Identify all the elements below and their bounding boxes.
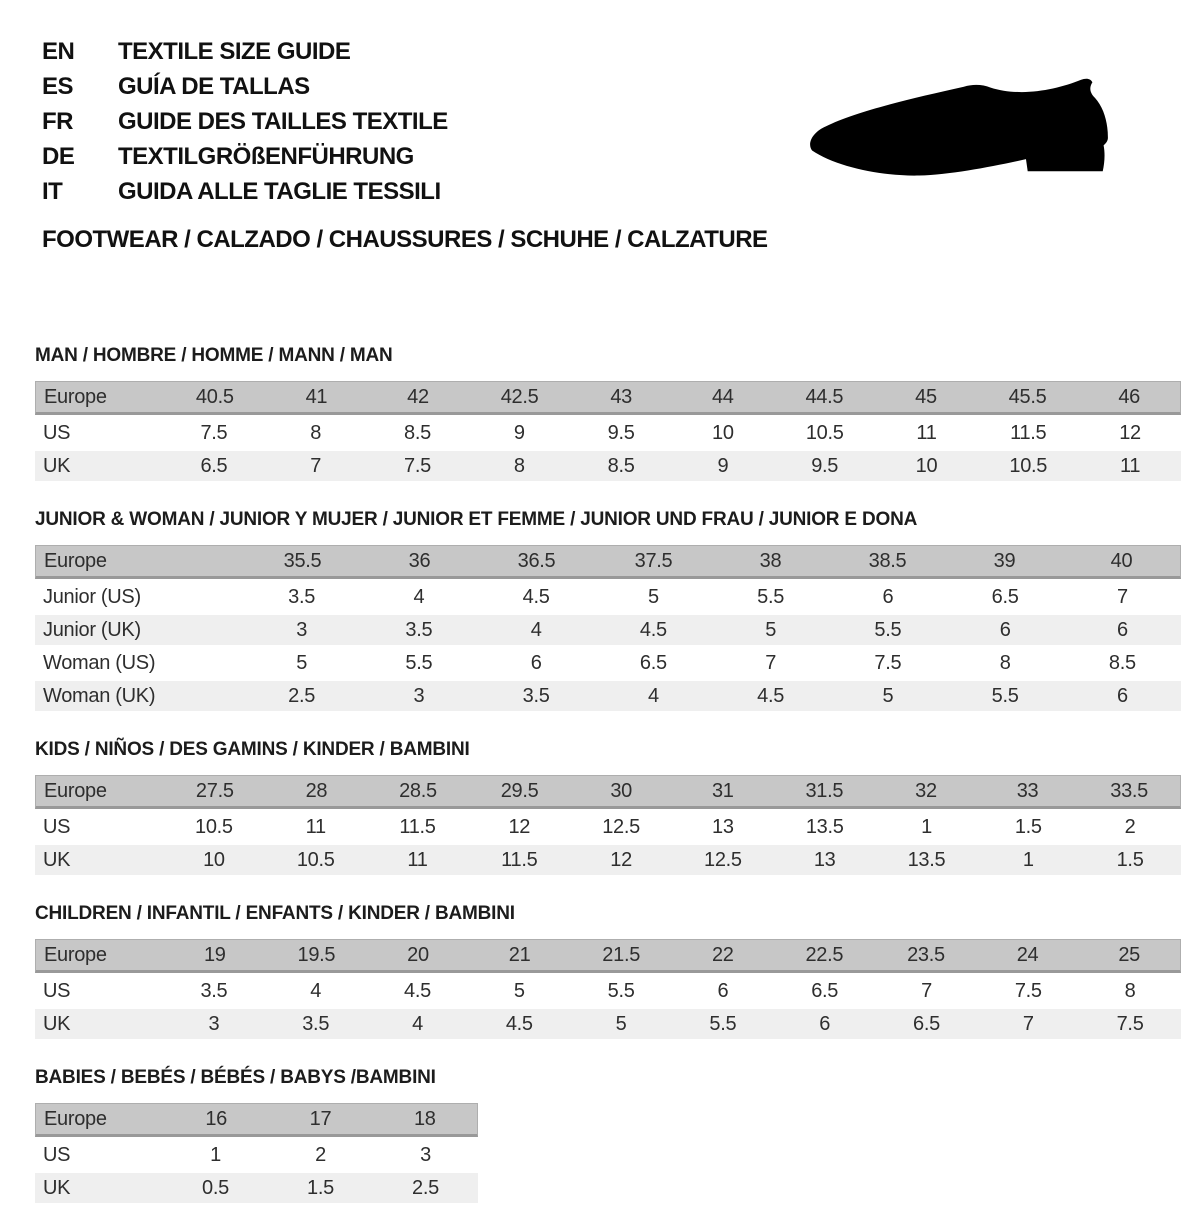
size-value-cell: 6 (819, 1012, 831, 1035)
size-value-cell: 5 (647, 585, 659, 608)
table-header-row (35, 775, 1181, 809)
size-value-cell: 27.5 (195, 779, 234, 802)
size-value-cell: 3 (296, 618, 308, 641)
size-value-cell: 23.5 (907, 943, 945, 966)
table-row (35, 812, 1181, 842)
size-value-cell: 5.5 (607, 979, 635, 1002)
size-value-cell: 1 (1022, 848, 1034, 871)
size-value-cell: 30 (610, 779, 632, 802)
row-label: US (43, 421, 71, 444)
size-value-cell: 7.5 (874, 651, 902, 674)
lang-label-it: GUIDA ALLE TAGLIE TESSILI (118, 178, 441, 205)
size-value-cell: 3.5 (288, 585, 316, 608)
lang-code-en: EN (42, 38, 75, 65)
table-row (35, 845, 1181, 875)
size-value-cell: 4 (412, 1012, 423, 1035)
size-value-cell: 7 (1116, 585, 1128, 608)
size-value-cell: 9 (717, 454, 729, 477)
size-value-cell: 5 (882, 684, 894, 707)
table-row (35, 1140, 478, 1170)
table-row (35, 451, 1181, 481)
size-value-cell: 8.5 (607, 454, 635, 477)
table-row (35, 1009, 1181, 1039)
size-value-cell: 12.5 (602, 815, 640, 838)
size-value-cell: 6.5 (200, 454, 228, 477)
size-value-cell: 6 (999, 618, 1011, 641)
size-value-cell: 37.5 (634, 549, 673, 572)
table-row (35, 976, 1181, 1006)
size-value-cell: 19.5 (297, 943, 336, 966)
size-value-cell: 2 (1124, 815, 1136, 838)
size-table (35, 1067, 478, 1203)
size-value-cell: 12 (1119, 421, 1141, 444)
size-value-cell: 4 (310, 979, 322, 1002)
lang-row-en (42, 34, 448, 69)
size-value-cell: 17 (309, 1107, 332, 1130)
size-value-cell: 11 (916, 421, 937, 444)
size-tables (35, 345, 1181, 1231)
row-label: UK (43, 1012, 71, 1035)
size-value-cell: 8 (310, 421, 322, 444)
size-value-cell: 10 (203, 848, 225, 871)
size-value-cell: 10.5 (195, 815, 233, 838)
size-value-cell: 3 (413, 684, 425, 707)
size-value-cell: 4 (413, 585, 425, 608)
size-value-cell: 3.5 (522, 684, 550, 707)
size-value-cell: 9 (513, 421, 525, 444)
size-value-cell: 5 (615, 1012, 627, 1035)
table-row (35, 418, 1181, 448)
size-value-cell: 24 (1016, 943, 1039, 966)
size-value-cell: 6 (882, 585, 894, 608)
category-heading: FOOTWEAR / CALZADO / CHAUSSURES / SCHUHE / CALZATURE (42, 226, 768, 253)
table-header-row (35, 381, 1181, 415)
lang-row-es (42, 69, 448, 104)
size-value-cell: 42.5 (500, 385, 539, 408)
size-value-cell: 39 (993, 549, 1016, 572)
table-row (35, 1173, 478, 1203)
language-header (42, 34, 448, 209)
size-value-cell: 8 (513, 454, 525, 477)
lang-label-fr: GUIDE DES TAILLES TEXTILE (118, 108, 448, 135)
size-value-cell: 5.5 (757, 585, 785, 608)
lang-label-en: TEXTILE SIZE GUIDE (118, 38, 351, 65)
size-value-cell: 33 (1016, 779, 1039, 802)
lang-code-fr: FR (42, 108, 73, 135)
size-value-cell: 10 (712, 421, 734, 444)
table-row (35, 582, 1181, 612)
size-value-cell: 7.5 (200, 421, 228, 444)
size-value-cell: 31.5 (805, 779, 844, 802)
size-value-cell: 1 (921, 815, 932, 838)
size-value-cell: 11.5 (399, 815, 436, 838)
size-value-cell: 8.5 (404, 421, 431, 444)
size-value-cell: 7 (765, 651, 777, 674)
size-value-cell: 6.5 (991, 585, 1019, 608)
size-value-cell: 12 (508, 815, 531, 838)
table-title: KIDS / NIÑOS / DES GAMINS / KINDER / BAMBINI (35, 739, 470, 760)
lang-row-fr (42, 104, 448, 139)
lang-code-de: DE (42, 143, 75, 170)
size-value-cell: 1 (210, 1143, 221, 1166)
row-label: UK (43, 1176, 71, 1199)
size-value-cell: 4.5 (757, 684, 785, 707)
table-header-row (35, 545, 1181, 579)
row-label: US (43, 1143, 71, 1166)
size-value-cell: 11 (1119, 454, 1141, 477)
size-value-cell: 4 (647, 684, 659, 707)
size-value-cell: 44 (711, 385, 734, 408)
size-value-cell: 13 (712, 815, 734, 838)
lang-row-de (42, 139, 448, 174)
row-label: Europe (44, 1107, 107, 1130)
size-value-cell: 9.5 (607, 421, 635, 444)
size-value-cell: 36.5 (517, 549, 556, 572)
size-value-cell: 4.5 (639, 618, 667, 641)
size-value-cell: 7.5 (1014, 979, 1042, 1002)
size-value-cell: 5.5 (991, 684, 1019, 707)
size-value-cell: 8 (1124, 979, 1136, 1002)
size-value-cell: 13 (813, 848, 836, 871)
size-value-cell: 16 (205, 1107, 227, 1130)
size-value-cell: 3 (420, 1143, 431, 1166)
size-value-cell: 5 (296, 651, 308, 674)
size-value-cell: 4 (530, 618, 542, 641)
size-value-cell: 29.5 (500, 779, 539, 802)
size-value-cell: 1.5 (307, 1176, 334, 1199)
size-value-cell: 31 (711, 779, 734, 802)
size-table (35, 903, 1181, 1039)
size-value-cell: 36 (408, 549, 431, 572)
table-row (35, 681, 1181, 711)
lang-label-es: GUÍA DE TALLAS (118, 73, 310, 100)
table-row (35, 615, 1181, 645)
size-value-cell: 45.5 (1008, 385, 1047, 408)
size-value-cell: 38.5 (868, 549, 907, 572)
size-value-cell: 45 (915, 385, 937, 408)
row-label: US (43, 979, 71, 1002)
table-title: BABIES / BEBÉS / BÉBÉS / BABYS /BAMBINI (35, 1067, 436, 1088)
size-table (35, 345, 1181, 481)
table-header-row (35, 1103, 478, 1137)
size-value-cell: 3.5 (405, 618, 433, 641)
row-label: Europe (44, 943, 107, 966)
size-value-cell: 5 (513, 979, 525, 1002)
lang-code-es: ES (42, 73, 74, 100)
size-value-cell: 40.5 (195, 385, 234, 408)
table-header-row (35, 939, 1181, 973)
size-value-cell: 10.5 (805, 421, 844, 444)
size-value-cell: 11 (305, 815, 326, 838)
size-value-cell: 38 (759, 549, 782, 572)
dress-shoe-icon (800, 60, 1145, 210)
size-value-cell: 3.5 (302, 1012, 330, 1035)
size-value-cell: 8 (999, 651, 1011, 674)
size-value-cell: 10.5 (1009, 454, 1048, 477)
size-value-cell: 5 (765, 618, 777, 641)
size-value-cell: 19 (203, 943, 226, 966)
lang-label-de: TEXTILGRÖßENFÜHRUNG (118, 143, 414, 170)
size-value-cell: 3 (208, 1012, 220, 1035)
size-value-cell: 6.5 (811, 979, 839, 1002)
row-label: Europe (44, 385, 107, 408)
size-table (35, 739, 1181, 875)
size-value-cell: 2 (315, 1143, 326, 1166)
table-title: MAN / HOMBRE / HOMME / MANN / MAN (35, 345, 393, 366)
size-value-cell: 2.5 (412, 1176, 439, 1199)
table-title: JUNIOR & WOMAN / JUNIOR Y MUJER / JUNIOR ET FEMME / JUNIOR UND FRAU / JUNIOR E DONA (35, 509, 918, 530)
row-label: Europe (44, 779, 107, 802)
size-value-cell: 7 (310, 454, 322, 477)
size-value-cell: 13.5 (907, 848, 946, 871)
size-value-cell: 20 (407, 943, 429, 966)
size-value-cell: 44.5 (805, 385, 844, 408)
size-value-cell: 11.5 (501, 848, 538, 871)
row-label: Junior (US) (43, 585, 141, 608)
size-value-cell: 5.5 (874, 618, 902, 641)
row-label: US (43, 815, 71, 838)
row-label: Europe (44, 549, 107, 572)
size-value-cell: 4.5 (505, 1012, 533, 1035)
size-value-cell: 41 (305, 385, 328, 408)
size-value-cell: 10.5 (296, 848, 335, 871)
table-title: CHILDREN / INFANTIL / ENFANTS / KINDER / BAMBINI (35, 903, 515, 924)
lang-code-it: IT (42, 178, 63, 205)
size-value-cell: 13.5 (805, 815, 844, 838)
size-value-cell: 22 (711, 943, 734, 966)
row-label: Woman (US) (43, 651, 156, 674)
size-value-cell: 35.5 (283, 549, 322, 572)
size-value-cell: 11.5 (1010, 421, 1047, 444)
size-value-cell: 4.5 (522, 585, 550, 608)
size-value-cell: 42 (407, 385, 429, 408)
size-value-cell: 22.5 (805, 943, 844, 966)
size-value-cell: 5.5 (709, 1012, 737, 1035)
size-value-cell: 7.5 (404, 454, 431, 477)
size-value-cell: 2.5 (288, 684, 316, 707)
size-value-cell: 7.5 (1116, 1012, 1144, 1035)
size-value-cell: 5.5 (405, 651, 433, 674)
row-label: Woman (UK) (43, 684, 156, 707)
row-label: Junior (UK) (43, 618, 141, 641)
size-value-cell: 9.5 (811, 454, 839, 477)
size-value-cell: 10 (915, 454, 938, 477)
size-value-cell: 1.5 (1014, 815, 1042, 838)
size-value-cell: 21 (508, 943, 531, 966)
size-value-cell: 40 (1110, 549, 1133, 572)
size-value-cell: 6.5 (913, 1012, 940, 1035)
size-value-cell: 25 (1118, 943, 1140, 966)
size-value-cell: 6 (717, 979, 729, 1002)
size-value-cell: 33.5 (1110, 779, 1148, 802)
row-label: UK (43, 848, 71, 871)
size-value-cell: 43 (610, 385, 632, 408)
size-value-cell: 6 (530, 651, 542, 674)
size-value-cell: 12.5 (704, 848, 742, 871)
size-value-cell: 7 (1022, 1012, 1034, 1035)
size-value-cell: 28 (305, 779, 328, 802)
size-value-cell: 32 (915, 779, 937, 802)
size-value-cell: 6.5 (639, 651, 667, 674)
size-value-cell: 6 (1116, 618, 1128, 641)
size-value-cell: 12 (610, 848, 632, 871)
lang-row-it (42, 174, 448, 209)
table-row (35, 648, 1181, 678)
size-value-cell: 28.5 (399, 779, 437, 802)
size-value-cell: 1.5 (1116, 848, 1144, 871)
size-value-cell: 0.5 (202, 1176, 229, 1199)
size-value-cell: 11 (407, 848, 428, 871)
size-value-cell: 3.5 (200, 979, 228, 1002)
row-label: UK (43, 454, 71, 477)
size-table (35, 509, 1181, 711)
size-value-cell: 46 (1118, 385, 1140, 408)
size-value-cell: 8.5 (1108, 651, 1136, 674)
size-value-cell: 6 (1116, 684, 1128, 707)
size-value-cell: 21.5 (602, 943, 641, 966)
size-value-cell: 18 (413, 1107, 436, 1130)
size-value-cell: 4.5 (404, 979, 431, 1002)
size-value-cell: 7 (921, 979, 932, 1002)
